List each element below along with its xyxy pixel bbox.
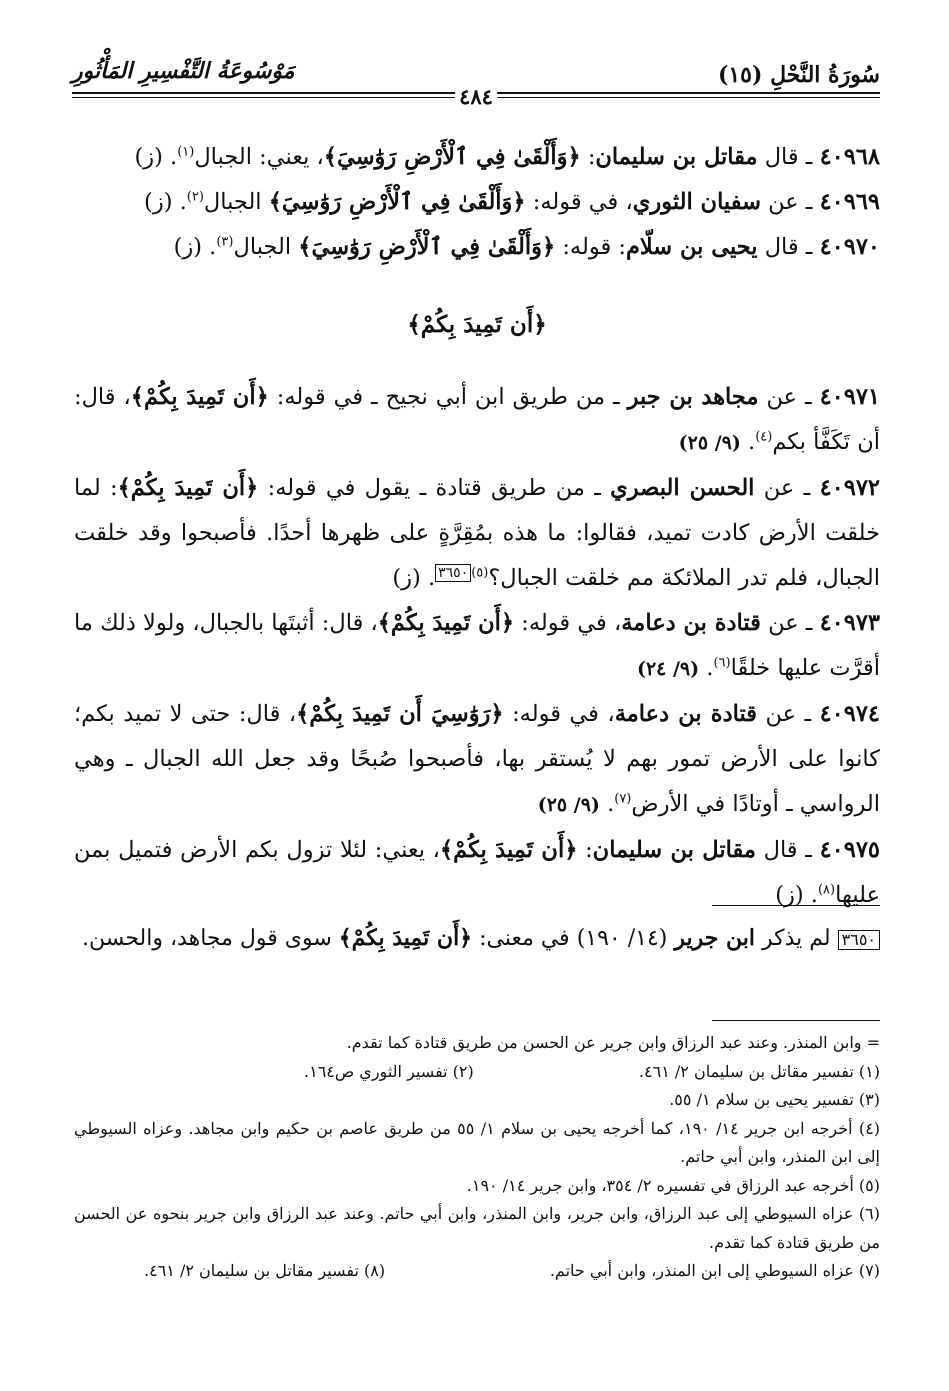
narrator-name: مجاهد بن جبر (627, 384, 759, 410)
narration-text: ـ عن (758, 384, 820, 410)
footnote-row (74, 1058, 880, 1087)
narration-text: ، في قوله: (514, 610, 622, 636)
commentary-number: ٣٦٥٠ (838, 930, 880, 950)
footnote-continuation: = وابن المنذر. وعند عبد الرزاق وابن جرير عن الحسن من طريق قتادة كما تقدم. (346, 1033, 880, 1052)
volume-reference: (٩/ ٢٥) (537, 794, 600, 816)
main-text (74, 135, 880, 918)
footnote-marker: (٦) (713, 655, 731, 671)
narration-entry (74, 375, 880, 466)
narration-text: : (577, 837, 593, 863)
quran-quote: ﴿أَن تَمِيدَ بِكُمْ﴾ (439, 837, 578, 863)
quran-quote: ﴿أَن تَمِيدَ بِكُمْ﴾ (117, 475, 259, 501)
narration-text: الجبال (203, 189, 269, 215)
footnote-8: (٨) تفسير مقاتل بن سليمان ٢/ ٤٦١. (144, 1261, 386, 1280)
footnotes-section (74, 1020, 880, 1286)
footnote-marker: (٨) (817, 882, 836, 898)
footnote-1: (١) تفسير مقاتل بن سليمان ٢/ ٤٦١. (638, 1061, 880, 1081)
quran-quote: ﴿أَن تَمِيدَ بِكُمْ﴾ (130, 384, 269, 410)
footnote-marker: (٥) (471, 565, 489, 581)
commentary-text-part: (١٤/ ١٩٠) في معنى: (472, 926, 675, 951)
surah-title: سُورَةُ النَّحْلِ (١٥) (717, 62, 880, 88)
page-header (72, 58, 880, 109)
quran-quote: ﴿وَأَلْقَىٰ فِي ٱلْأَرْضِ رَوَٰسِيَ﴾ (298, 234, 556, 260)
footnote-3: (٣) تفسير يحيى بن سلام ١/ ٥٥. (669, 1090, 880, 1109)
narration-text: ـ عن (754, 475, 820, 501)
commentary-text-part: سوى قول مجاهد، والحسن. (81, 926, 339, 951)
narration-text: ، يعني: الجبال (194, 144, 324, 170)
narration-text: ، يعني: لئلا تزول بكم الأرض فتميل بمن عليها (74, 837, 880, 908)
verse-heading: ﴿أَن تَمِيدَ بِكُمْ﴾ (407, 311, 547, 338)
footnote-4: (٤) أخرجه ابن جرير ١٤/ ١٩٠، كما أخرجه يحيى بن سلام ١/ ٥٥ من طريق عاصم بن حكيم وابن مجاهد. وعزاه السيوطي إلى ابن المنذر، وابن أبي حاتم. (74, 1118, 881, 1166)
narrator-name: قتادة بن دعامة (614, 701, 758, 727)
narration-number: ٤٠٩٦٩ (819, 189, 880, 215)
narration-text: . (ز) (775, 882, 818, 908)
narration-text: ـ من طريق قتادة ـ يقول في قوله: (258, 475, 611, 501)
narration-entry (74, 225, 880, 270)
narration-text: ، قال: أن تَكَفَّأ بكم (74, 384, 880, 455)
narrator-name: سفيان الثوري (632, 189, 761, 215)
quran-quote: ﴿رَوَٰسِيَ أَن تَمِيدَ بِكُمْ﴾ (296, 701, 504, 727)
narration-number: ٤٠٩٦٨ (819, 144, 880, 170)
narration-text: . (ز) (134, 144, 178, 170)
narration-entry (74, 180, 880, 225)
quran-quote: ﴿وَأَلْقَىٰ فِي ٱلْأَرْضِ رَوَٰسِيَ﴾ (268, 189, 526, 215)
narrator-name: الحسن البصري (610, 475, 755, 501)
book-title: مَوْسُوعَةُ التَّفْسِيرِ المَأْثُورِ (72, 58, 295, 84)
footnote-marker: (٢) (186, 189, 204, 205)
commentary-author: ابن جرير (674, 925, 756, 951)
commentary-marker: ٣٦٥٠ (435, 564, 471, 582)
footnote-marker: (١) (177, 144, 195, 160)
narration-text: : لما خلقت الأرض كادت تميد، فقالوا: ما هذه بمُقِرَّةٍ على ظهرها أحدًا. فأصبحوا وقد خلقت الجبال، فلم تدر الملائكة مم خلقت الجبال؟ (74, 475, 880, 591)
narration-text: ، قال: أثبتَها بالجبال، ولولا ذلك ما أقرَّت عليها خلقًا (74, 610, 880, 681)
narration-text: . (740, 429, 756, 455)
narrator-name: قتادة بن دعامة (621, 610, 761, 636)
narration-text: . (ز) (144, 189, 187, 215)
narration-text: ـ قال (757, 144, 820, 170)
narration-text: . (ز) (392, 565, 436, 591)
footnote-2: (٢) تفسير الثوري ص١٦٤. (304, 1061, 474, 1081)
narration-text: ـ قال (757, 234, 820, 260)
narration-text: ـ عن (760, 610, 820, 636)
commentary-section (74, 905, 880, 959)
narration-entry (74, 466, 880, 601)
page-number: ٤٨٤ (455, 84, 497, 109)
footnote-6: (٦) عزاه السيوطي إلى عبد الرزاق، وابن جرير، وابن المنذر، وابن أبي حاتم. وعند عبد الرزاق وابن جرير بنحوه عن الحسن من طريق قتادة كما تقدم. (74, 1204, 880, 1252)
narration-text: ، في قوله: (503, 701, 615, 727)
narration-text: . (ز) (173, 234, 217, 260)
narration-text: الجبال (233, 234, 299, 260)
commentary-text-part: لم يذكر (755, 926, 838, 951)
narration-entry (74, 692, 880, 828)
volume-reference: (٩/ ٢٥) (678, 432, 741, 454)
narration-text: : قوله: (555, 234, 626, 260)
narration-text: . (599, 791, 615, 817)
narration-text: : (580, 144, 596, 170)
narration-text: ، قال: حتى لا تميد بكم؛ كانوا على الأرض تمور بهم لا يُستقر بها، فأصبحوا صُبحًا وقد جعل الله الجبال ـ وهي الرواسي ـ أوتادًا في الأرض (74, 701, 880, 817)
narration-text: ـ عن (760, 189, 820, 215)
footnote-7: (٧) عزاه السيوطي إلى ابن المنذر، وابن أبي حاتم. (549, 1261, 880, 1280)
footnote-marker: (٤) (755, 429, 773, 445)
commentary-text (74, 918, 880, 959)
narration-number: ٤٠٩٧٥ (819, 837, 880, 863)
quran-quote: ﴿أَن تَمِيدَ بِكُمْ﴾ (377, 610, 515, 636)
narrator-name: مقاتل بن سليمان (592, 837, 756, 863)
quran-quote: ﴿أَن تَمِيدَ بِكُمْ﴾ (338, 925, 473, 951)
narration-number: ٤٠٩٧٠ (819, 234, 880, 260)
volume-reference: (٩/ ٢٤) (636, 658, 700, 680)
narration-number: ٤٠٩٧٤ (819, 701, 881, 727)
footnote-5: (٥) أخرجه عبد الرزاق في تفسيره ٢/ ٣٥٤، وابن جرير ١٤/ ١٩٠. (466, 1175, 880, 1195)
narration-text: . (699, 655, 714, 681)
narration-text: ، في قوله: (525, 189, 633, 215)
narration-number: ٤٠٩٧٢ (819, 475, 880, 501)
narrator-name: يحيى بن سلّام (625, 234, 758, 260)
narration-text: ـ عن (757, 701, 820, 727)
footnotes-separator (712, 1020, 880, 1021)
narration-text: ـ قال (755, 837, 820, 863)
footnote-marker: (٣) (216, 234, 234, 250)
narration-entry (74, 601, 880, 692)
narration-number: ٤٠٩٧١ (819, 384, 880, 410)
narration-entry (74, 135, 880, 180)
narrator-name: مقاتل بن سليمان (595, 144, 758, 170)
narration-number: ٤٠٩٧٣ (819, 610, 880, 636)
commentary-separator (712, 905, 880, 906)
quran-quote: ﴿وَأَلْقَىٰ فِي ٱلْأَرْضِ رَوَٰسِيَ﴾ (323, 144, 581, 170)
narration-text: ـ من طريق ابن أبي نجيح ـ في قوله: (268, 384, 628, 410)
footnote-row (74, 1257, 880, 1286)
footnote-marker: (٧) (614, 791, 632, 807)
